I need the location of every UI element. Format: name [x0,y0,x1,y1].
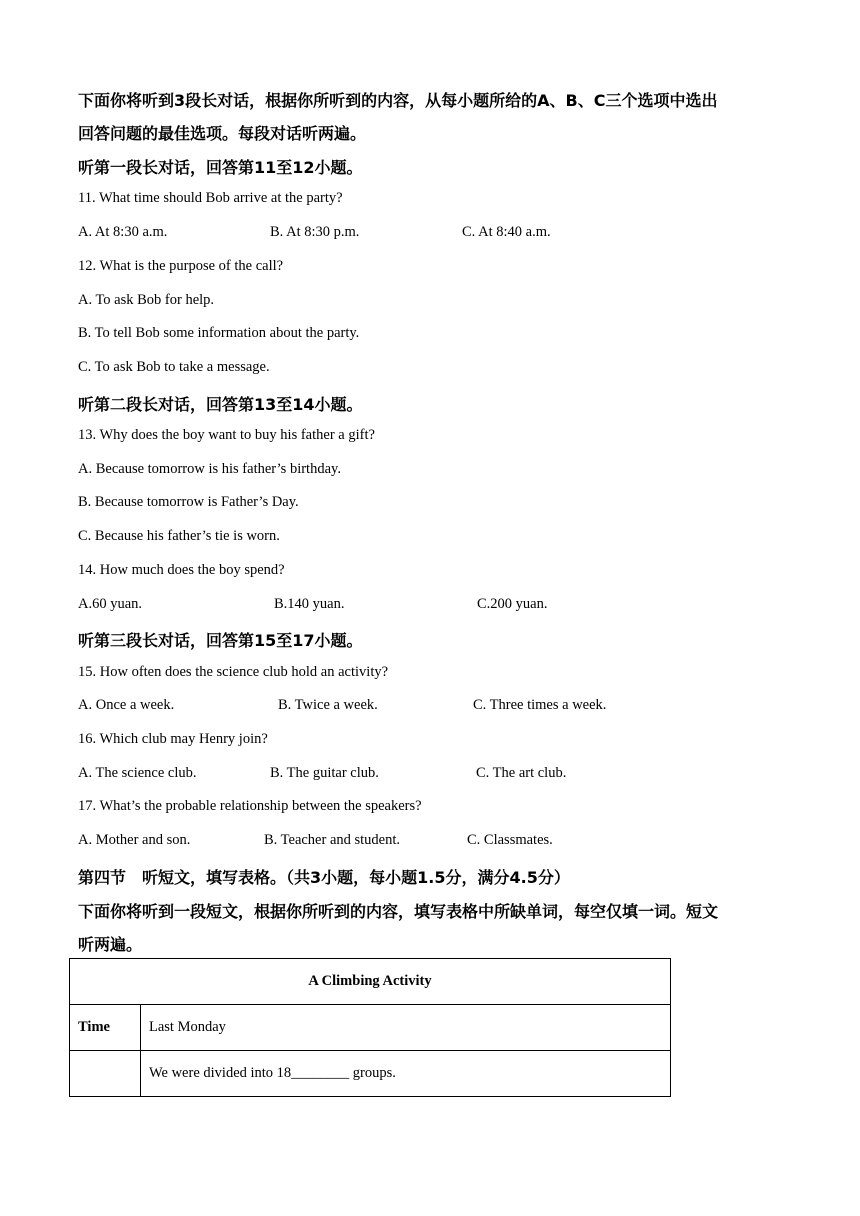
option-17-c: C. Classmates. [467,832,553,848]
option-12-b: B. To tell Bob some information about the party. [78,325,360,341]
option-11-b: B. At 8:30 p.m. [270,224,360,240]
fill-in-table [69,958,671,1097]
table-row-label [70,1051,141,1097]
table-title-row [70,959,671,1005]
question-11: 11. What time should Bob arrive at the party? [78,190,343,206]
section-1-heading: 听第一段长对话，回答第11至12小题。 [78,158,363,177]
option-16-b: B. The guitar club. [270,765,379,781]
question-13: 13. Why does the boy want to buy his father a gift? [78,427,375,443]
intro-line-1: 下面你将听到3段长对话，根据你所听到的内容，从每小题所给的A、B、C三个选项中选出 [78,91,718,110]
question-15: 15. How often does the science club hold an activity? [78,664,389,680]
intro-line-2: 回答问题的最佳选项。每段对话听两遍。 [78,124,367,143]
option-13-b: B. Because tomorrow is Father’s Day. [78,494,299,510]
table-row-content: We were divided into 18________ groups. [141,1051,671,1097]
option-16-a: A. The science club. [78,765,197,781]
question-14: 14. How much does the boy spend? [78,562,285,578]
option-14-a: A.60 yuan. [78,596,143,612]
option-13-c: C. Because his father’s tie is worn. [78,528,280,544]
option-15-c: C. Three times a week. [473,697,607,713]
part-4-instructions-line-2: 听两遍。 [78,935,143,954]
option-17-b: B. Teacher and student. [264,832,401,848]
option-16-c: C. The art club. [476,765,567,781]
option-13-a: A. Because tomorrow is his father’s birthday. [78,461,341,477]
option-15-a: A. Once a week. [78,697,175,713]
section-3-heading: 听第三段长对话，回答第15至17小题。 [78,631,363,650]
option-15-b: B. Twice a week. [278,697,378,713]
table-row-content: Last Monday [141,1005,671,1051]
section-2-heading: 听第二段长对话，回答第13至14小题。 [78,395,363,414]
option-12-a: A. To ask Bob for help. [78,292,215,308]
option-11-a: A. At 8:30 a.m. [78,224,168,240]
question-12: 12. What is the purpose of the call? [78,258,284,274]
table-row [70,1005,671,1051]
option-17-a: A. Mother and son. [78,832,191,848]
question-17: 17. What’s the probable relationship between the speakers? [78,798,422,814]
table-row-label: Time [70,1005,141,1051]
option-14-c: C.200 yuan. [477,596,548,612]
part-4-heading: 第四节 听短文，填写表格。（共3小题，每小题1.5分，满分4.5分） [78,868,570,887]
table-row [70,1051,671,1097]
option-14-b: B.140 yuan. [274,596,345,612]
option-11-c: C. At 8:40 a.m. [462,224,551,240]
part-4-instructions-line-1: 下面你将听到一段短文，根据你所听到的内容，填写表格中所缺单词，每空仅填一词。短文 [78,902,719,921]
table-title: A Climbing Activity [70,959,671,1005]
option-12-c: C. To ask Bob to take a message. [78,359,270,375]
question-16: 16. Which club may Henry join? [78,731,268,747]
